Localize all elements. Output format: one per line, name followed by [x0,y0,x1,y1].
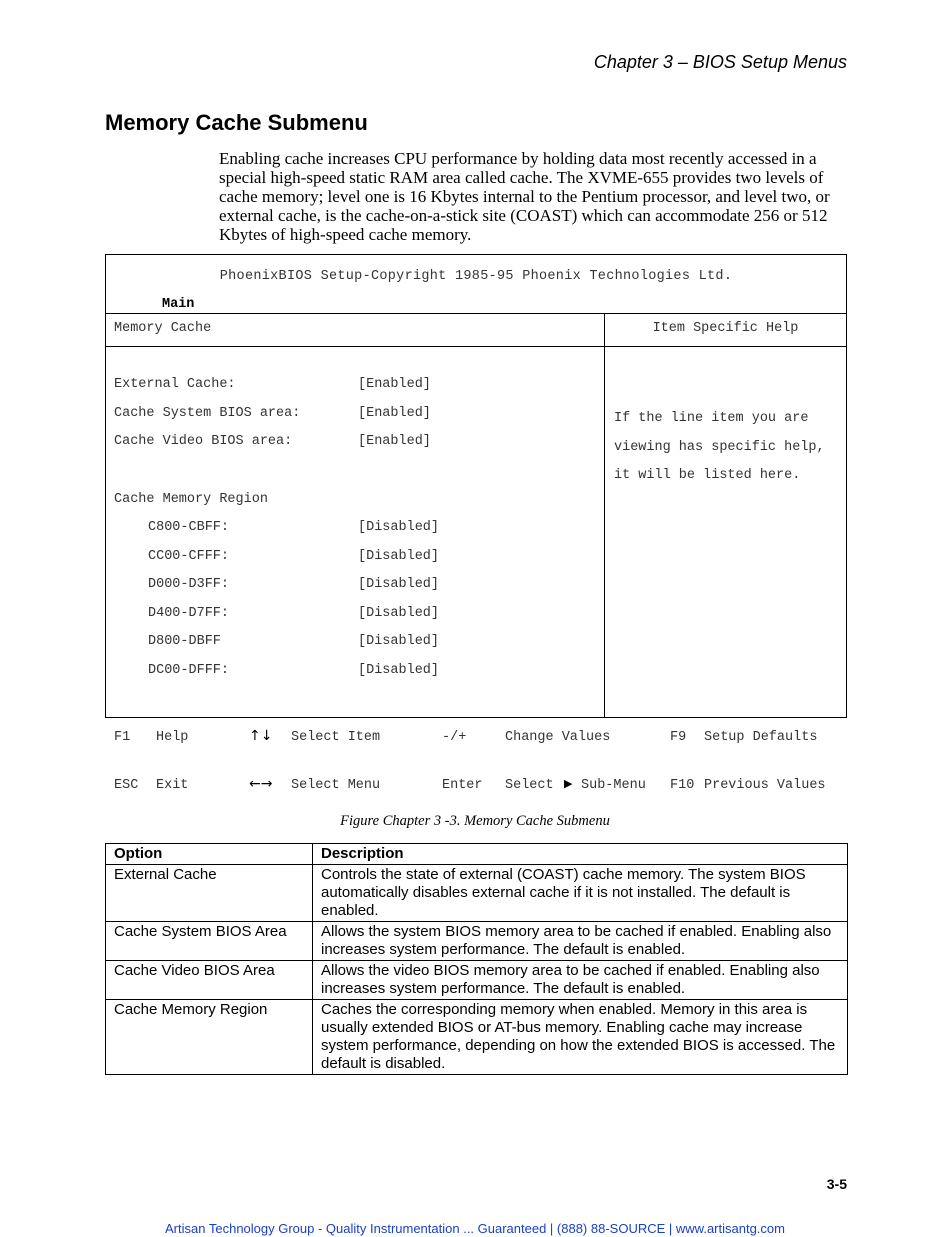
column-header-option: Option [106,844,313,865]
page-number: 3-5 [826,1176,847,1192]
setting-label: External Cache: [114,377,236,392]
option-cell: Cache Memory Region [106,1000,313,1075]
region-value[interactable]: [Disabled] [358,634,440,649]
bios-panel-title: Memory Cache [114,321,212,336]
description-cell: Allows the system BIOS memory area to be cached if enabled. Enabling also increases system performance. The default is enabled. [313,922,848,961]
bios-help-title: Item Specific Help [652,321,799,336]
key-desc-change-values: Change Values [505,730,611,745]
description-cell: Allows the video BIOS memory area to be cached if enabled. Enabling also increases system performance. The default is enabled. [313,961,848,1000]
bios-help-text: If the line item you are viewing has specific help, it will be listed here. [614,411,825,484]
region-label: DC00-DFFF: [148,663,230,678]
column-header-description: Description [313,844,848,865]
key-legend-row-1 [114,730,854,750]
table-row [106,1000,848,1075]
bios-region-cc00[interactable] [114,549,594,569]
region-label: D000-D3FF: [148,577,230,592]
bios-setting-cache-system-bios[interactable] [114,406,594,426]
region-label: CC00-CFFF: [148,549,230,564]
region-value[interactable]: [Disabled] [358,577,440,592]
figure-caption: Figure Chapter 3 -3. Memory Cache Submenu [340,813,610,829]
setting-value[interactable]: [Enabled] [358,377,431,392]
option-cell: Cache Video BIOS Area [106,961,313,1000]
divider [604,313,605,717]
bios-region-heading [114,492,594,512]
table-row [106,961,848,1000]
description-cell: Controls the state of external (COAST) cache memory. The system BIOS automatically disables external cache if it is not installed. The default is enabled. [313,865,848,922]
chapter-header: Chapter 3 – BIOS Setup Menus [593,52,847,72]
table-header-row [106,844,848,865]
bios-region-d400[interactable] [114,606,594,626]
option-cell: Cache System BIOS Area [106,922,313,961]
key-esc: ESC [114,778,139,793]
key-desc-exit: Exit [156,778,189,793]
region-value[interactable]: [Disabled] [358,663,440,678]
setting-value[interactable]: [Enabled] [358,406,431,421]
divider [106,313,846,314]
intro-paragraph: Enabling cache increases CPU performance by holding data most recently accessed in a special high-speed static RAM area called cache. The XVME-655 provides two levels of cache memory; level one is 16 Kbytes internal to the Pentium processor, and level two, or external cache, is the cache-on-a-stick site (COAST) which can accommodate 256 or 512 Kbytes of high-speed cache memory. [219,149,830,244]
section-title: Memory Cache Submenu [105,110,368,135]
bios-region-dc00[interactable] [114,663,594,683]
bios-region-d800[interactable] [114,634,594,654]
triangle-right-icon: ▶ [564,777,573,790]
key-f10: F10 [670,778,695,793]
setting-label: Cache Video BIOS area: [114,434,293,449]
left-right-arrow-icon: ←→ [249,776,273,792]
setting-value[interactable]: [Enabled] [358,434,431,449]
key-desc-help: Help [156,730,189,745]
key-desc-setup-defaults: Setup Defaults [704,730,818,745]
bios-setting-cache-video-bios[interactable] [114,434,594,454]
bios-screen [105,254,847,718]
bios-tab-main[interactable]: Main [162,297,195,312]
key-desc-sub-menu: Sub-Menu [581,778,646,793]
footer-link[interactable]: Artisan Technology Group - Quality Instrumentation ... Guaranteed | (888) 88-SOURCE | www.artisantg.com [165,1221,785,1236]
bios-setting-external-cache[interactable] [114,377,594,397]
region-value[interactable]: [Disabled] [358,606,440,621]
key-plus-minus: -/+ [442,730,467,745]
key-f9: F9 [670,730,687,745]
region-label: D800-DBFF [148,634,221,649]
region-label: D400-D7FF: [148,606,230,621]
table-row [106,865,848,922]
key-desc-previous-values: Previous Values [704,778,826,793]
option-cell: External Cache [106,865,313,922]
region-value[interactable]: [Disabled] [358,549,440,564]
key-desc-select-item: Select Item [291,730,381,745]
setting-label: Cache System BIOS area: [114,406,301,421]
region-value[interactable]: [Disabled] [358,520,440,535]
options-table [105,843,848,1075]
key-desc-select-menu: Select Menu [291,778,381,793]
key-desc-select: Select [505,778,554,793]
description-cell: Caches the corresponding memory when enabled. Memory in this area is usually extended BIOS or AT-bus memory. Enabling cache may increase system performance, depending on how the extended BIOS is accessed. The default is disabled. [313,1000,848,1075]
key-f1: F1 [114,730,131,745]
region-heading-label: Cache Memory Region [114,492,268,507]
table-row [106,922,848,961]
key-enter: Enter [442,778,483,793]
region-label: C800-CBFF: [148,520,230,535]
bios-region-d000[interactable] [114,577,594,597]
up-down-arrow-icon: ↑↓ [249,728,273,744]
bios-copyright: PhoenixBIOS Setup-Copyright 1985-95 Phoenix Technologies Ltd. [219,269,733,284]
key-legend-row-2 [114,778,854,798]
bios-region-c800[interactable] [114,520,594,540]
divider [106,346,846,347]
